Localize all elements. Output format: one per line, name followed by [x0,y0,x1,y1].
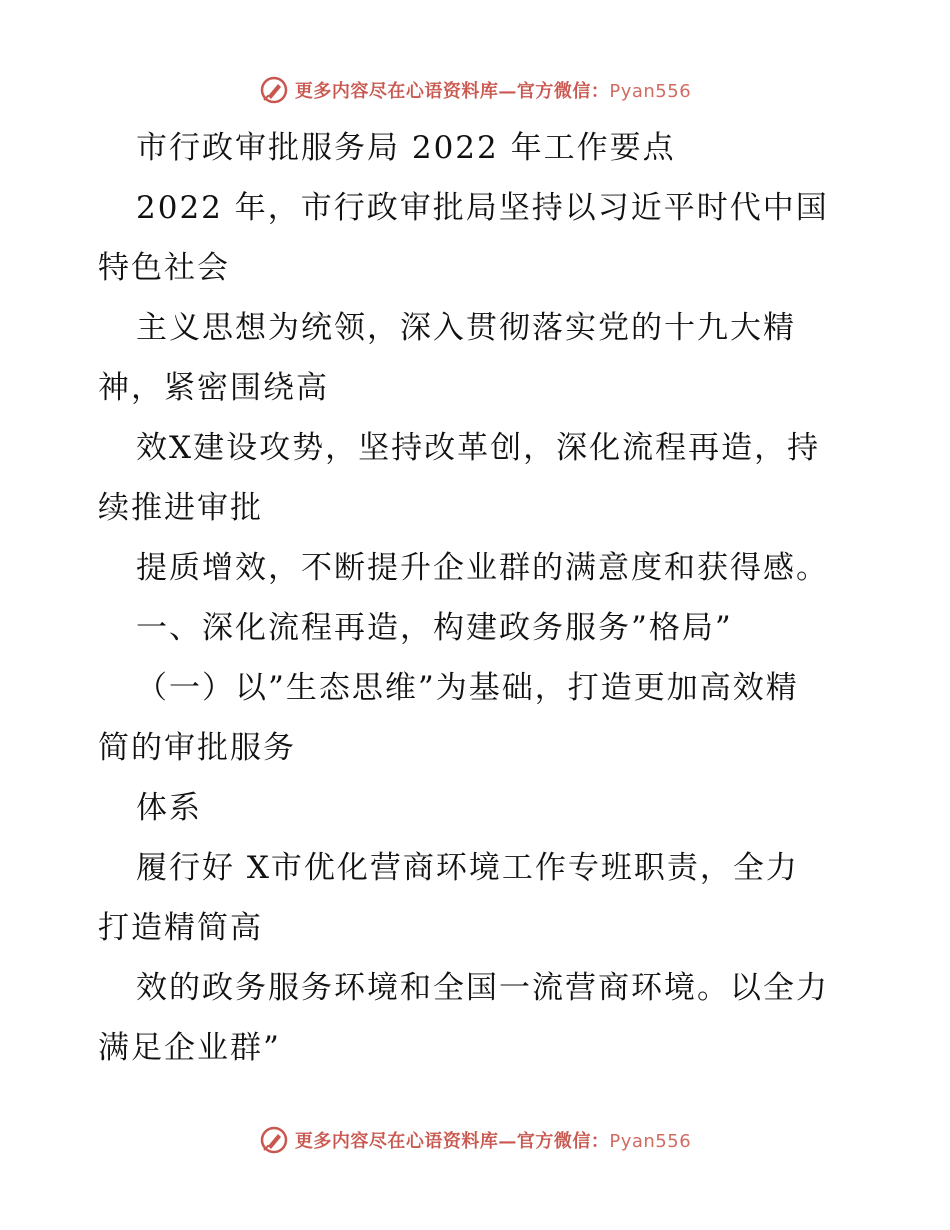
header-banner-label: 更多内容尽在心语资料库—官方微信： [294,81,610,102]
paragraph-line: 主义思想为统领，深入贯彻落实党的十九大精 [136,310,796,346]
paragraph-line: 打造精简高 [98,910,263,946]
paragraph-line: 履行好 X市优化营商环境工作专班职责，全力 [136,850,799,886]
paragraph-line: 提质增效，不断提升企业群的满意度和获得感。 [136,550,829,586]
pen-logo-icon [259,1125,289,1155]
section-heading: 一、深化流程再造，构建政务服务”格局” [136,610,733,646]
subsection-heading-continued: 简的审批服务 [98,730,296,766]
footer-banner-wechat: Pyan556 [609,1131,692,1152]
header-banner-text [295,77,691,103]
document-title: 市行政审批服务局 2022 年工作要点 [136,130,676,166]
header-banner-wechat: Pyan556 [609,81,692,102]
document-body [98,118,858,1078]
footer-watermark-banner [0,1123,950,1157]
paragraph-line: 特色社会 [98,250,230,286]
paragraph-line: 神，紧密围绕高 [98,370,329,406]
paragraph-line: 效X建设攻势，坚持改革创，深化流程再造，持 [136,430,821,466]
paragraph-line: 效的政务服务环境和全国一流营商环境。以全力 [136,970,829,1006]
header-watermark-banner [0,73,950,107]
pen-logo-icon [259,75,289,105]
footer-banner-label: 更多内容尽在心语资料库—官方微信： [294,1131,610,1152]
footer-banner-text [295,1127,691,1153]
paragraph-line: 满足企业群” [98,1030,281,1066]
paragraph-line: 续推进审批 [98,490,263,526]
subsection-heading-continued: 体系 [136,790,202,826]
subsection-heading: （一）以”生态思维”为基础，打造更加高效精 [136,670,799,706]
paragraph-line: 2022 年，市行政审批局坚持以习近平时代中国 [136,190,829,226]
